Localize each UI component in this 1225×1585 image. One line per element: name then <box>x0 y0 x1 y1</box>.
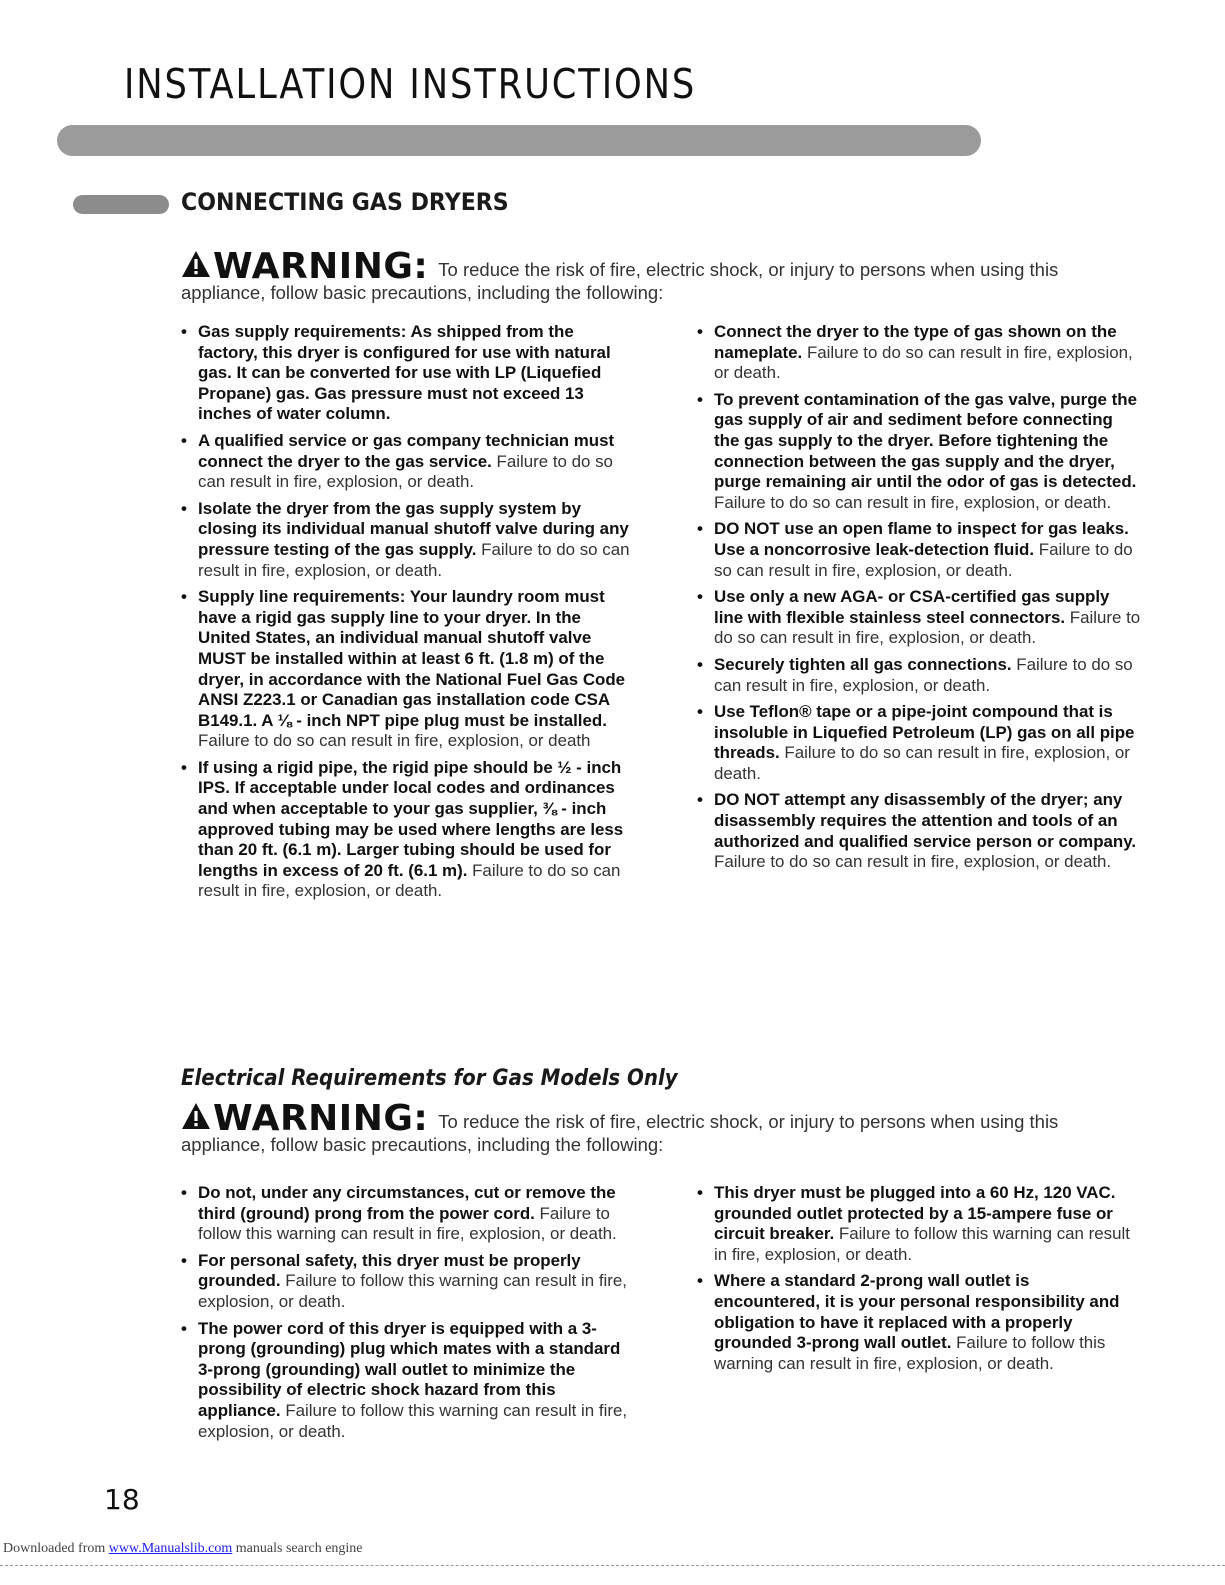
item-text: Failure to do so can result in fire, explosion, or death. <box>198 860 621 901</box>
electrical-title: Electrical Requirements for Gas Models Only <box>181 1066 678 1091</box>
footer-suffix: manuals search engine <box>232 1541 363 1556</box>
bullet: • <box>181 1318 187 1338</box>
download-footer <box>3 1541 363 1557</box>
item-bold-text: Do not, under any circumstances, cut or remove the third (ground) prong from the power cord. <box>198 1183 616 1223</box>
warning-block-gas <box>181 246 1141 304</box>
bullet: • <box>181 587 187 607</box>
item-bold-text: DO NOT attempt any disassembly of the dryer; any disassembly requires the attention and tools of an authorized and qualified service person or company. <box>714 790 1137 851</box>
bullet: • <box>697 519 703 539</box>
item-bold-text: Securely tighten all gas connections. <box>714 654 1012 674</box>
item-text: Failure to follow this warning can result in fire, explosion, or death. <box>714 1224 1130 1264</box>
list-item <box>181 758 631 902</box>
list-item <box>697 1271 1137 1374</box>
warning-text: To reduce the risk of fire, electric shock, or injury to persons when using this <box>438 259 1059 280</box>
list-item <box>697 390 1142 514</box>
item-text: Failure to do so can result in fire, explosion, or death <box>198 731 591 751</box>
bullet: • <box>697 790 703 810</box>
page-number: 18 <box>104 1483 140 1516</box>
list-item <box>181 1251 631 1313</box>
item-bold-text: The power cord of this dryer is equipped with a 3-prong (grounding) plug which mates with a standard 3-prong (grounding) wall outlet to minimize the possibility of electric shock hazard from this appliance. <box>198 1318 621 1420</box>
electrical-right-column <box>697 1183 1137 1380</box>
gas-right-column <box>697 322 1142 879</box>
list-item <box>697 587 1142 649</box>
bullet: • <box>181 1250 187 1270</box>
item-bold-text: This dryer must be plugged into a 60 Hz, 120 VAC. grounded outlet protected by a 15-ampere fuse or circuit breaker. <box>714 1183 1116 1244</box>
warning-label: WARNING: <box>213 246 429 287</box>
item-bold-text: Connect the dryer to the type of gas shown on the nameplate. <box>714 322 1117 362</box>
bullet: • <box>181 430 187 450</box>
item-text: Failure to follow this warning can result in fire, explosion, or death. <box>198 1203 617 1244</box>
warning-text-continued: appliance, follow basic precautions, including the following: <box>181 282 664 303</box>
item-text: Failure to do so can result in fire, explosion, or death. <box>714 743 1130 783</box>
item-text: Failure to do so can result in fire, explosion, or death. <box>198 539 630 580</box>
footer-rule <box>0 1565 1225 1566</box>
item-text: Failure to do so can result in fire, explosion, or death. <box>714 539 1133 580</box>
gas-left-column <box>181 322 631 908</box>
bullet: • <box>697 322 703 341</box>
item-bold-text: Supply line requirements: Your laundry room must have a rigid gas supply line to your dryer. In the United States, an individual manual shutoff valve MUST be installed within at least 6 ft. (1.8 m) of the dryer, in accordance with the National Fuel Gas Code ANSI Z223.1 or Canadian gas installation code CSA B149.1. A ⅛ - inch NPT pipe plug must be installed. <box>198 587 626 730</box>
list-item <box>181 322 631 425</box>
bullet: • <box>697 389 703 409</box>
item-text: Failure to do so can result in fire, explosion, or death. <box>714 852 1112 872</box>
list-item <box>697 790 1142 872</box>
item-text: Failure to do so can result in fire, explosion, or death. <box>714 654 1133 695</box>
list-item <box>181 1319 631 1443</box>
bullet: • <box>697 702 703 722</box>
bullet: • <box>697 587 703 607</box>
bullet: • <box>181 498 187 518</box>
list-item <box>181 1183 631 1245</box>
bullet: • <box>697 1271 703 1291</box>
electrical-left-column <box>181 1183 631 1448</box>
section-pill <box>73 195 169 214</box>
item-bold-text: If using a rigid pipe, the rigid pipe should be ½ - inch IPS. If acceptable under local codes and ordinances and when acceptable to your gas supplier, ⅜ - inch approved tubing may be used where lengths are less than 20 ft. (6.1 m). Larger tubing should be used for lengths in excess of 20 ft. (6.1 m). <box>198 757 624 880</box>
bullet: • <box>697 1183 703 1202</box>
list-item <box>697 1183 1137 1265</box>
list-item <box>181 587 631 752</box>
bullet: • <box>697 654 703 674</box>
list-item <box>697 702 1142 784</box>
item-text: Failure to do so can result in fire, explosion, or death. <box>714 492 1112 512</box>
item-text: Failure to follow this warning can result in fire, explosion, or death. <box>714 1333 1106 1373</box>
page-title: INSTALLATION INSTRUCTIONS <box>124 60 697 108</box>
title-bar <box>57 125 981 156</box>
item-bold-text: Isolate the dryer from the gas supply system by closing its individual manual shutoff valve during any pressure testing of the gas supply. <box>198 498 629 559</box>
footer-prefix: Downloaded from <box>3 1541 109 1556</box>
list-item <box>697 655 1142 696</box>
warning-text: To reduce the risk of fire, electric shock, or injury to persons when using this <box>438 1111 1059 1132</box>
list-item <box>181 499 631 581</box>
item-bold-text: A qualified service or gas company technician must connect the dryer to the gas service. <box>198 430 615 471</box>
list-item <box>697 322 1142 384</box>
list-item <box>697 519 1142 581</box>
item-bold-text: Where a standard 2-prong wall outlet is encountered, it is your personal responsibility and obligation to have it replaced with a properly grounded 3-prong wall outlet. <box>714 1271 1120 1353</box>
warning-block-electrical <box>181 1098 1141 1156</box>
item-bold-text: DO NOT use an open flame to inspect for gas leaks. Use a noncorrosive leak-detection fluid. <box>714 519 1129 559</box>
warning-label: WARNING: <box>213 1098 429 1139</box>
bullet: • <box>181 757 187 777</box>
item-text: Failure to follow this warning can result in fire, explosion, or death. <box>198 1400 628 1441</box>
warning-triangle-icon <box>181 1102 211 1130</box>
item-text: Failure to do so can result in fire, explosion, or death. <box>714 607 1141 648</box>
list-item <box>181 431 631 493</box>
warning-triangle-icon <box>181 250 211 278</box>
item-bold-text: Use only a new AGA- or CSA-certified gas supply line with flexible stainless steel connectors. <box>714 587 1110 627</box>
section-title: CONNECTING GAS DRYERS <box>181 188 509 216</box>
item-bold-text: Gas supply requirements: As shipped from the factory, this dryer is configured for use with natural gas. It can be converted for use with LP (Liquefied Propane) gas. Gas pressure must not exceed 13 inches of water column. <box>198 322 611 424</box>
item-bold-text: For personal safety, this dryer must be properly grounded. <box>198 1250 581 1291</box>
warning-text-continued: appliance, follow basic precautions, including the following: <box>181 1134 664 1155</box>
bullet: • <box>181 1183 187 1202</box>
item-text: Failure to do so can result in fire, explosion, or death. <box>714 342 1133 383</box>
item-text: Failure to follow this warning can result in fire, explosion, or death. <box>198 1271 627 1311</box>
item-bold-text: To prevent contamination of the gas valve, purge the gas supply of air and sediment before connecting the gas supply to the dryer. Before tightening the connection between the gas supply and the dryer, purge remaining air until the odor of gas is detected. <box>714 389 1137 492</box>
bullet: • <box>181 322 187 341</box>
item-text: Failure to do so can result in fire, explosion, or death. <box>198 451 613 492</box>
manualslib-link[interactable]: www.Manualslib.com <box>108 1541 233 1556</box>
item-bold-text: Use Teflon® tape or a pipe-joint compound that is insoluble in Liquefied Petroleum (LP) gas on all pipe threads. <box>714 702 1135 763</box>
